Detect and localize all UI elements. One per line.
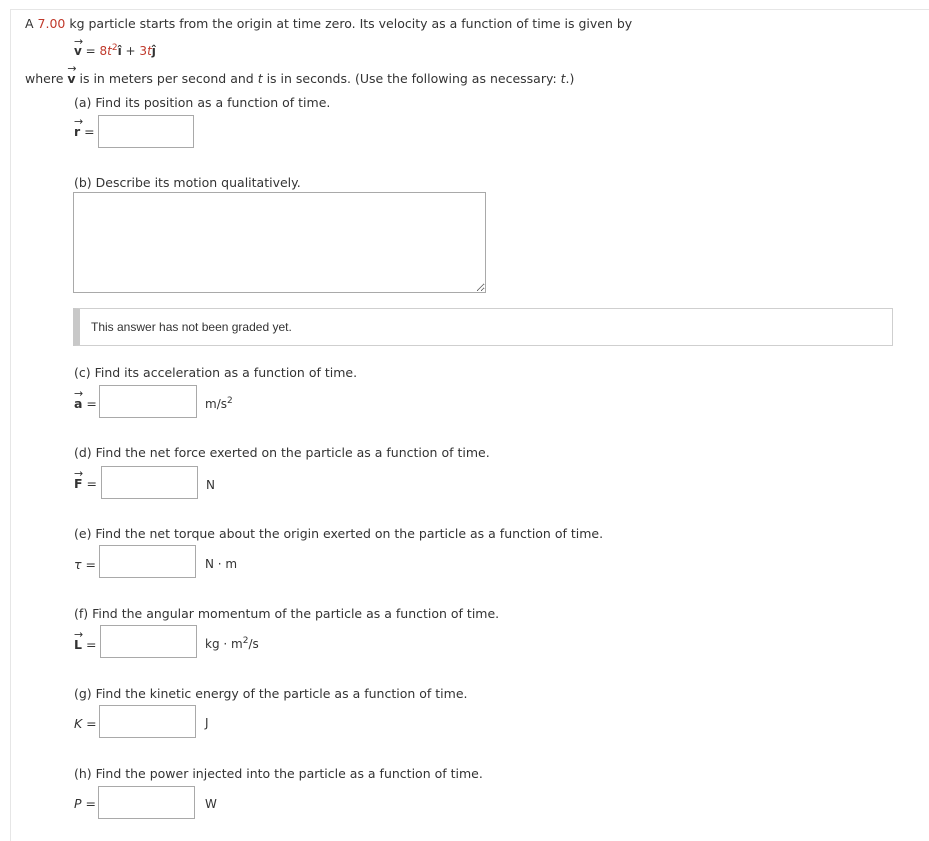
question-b: (b) Describe its motion qualitatively. [74, 175, 301, 190]
angular-momentum-input[interactable] [100, 625, 197, 658]
acceleration-input[interactable] [99, 385, 197, 418]
label-f: → L = [74, 637, 96, 652]
problem-intro: A 7.00 kg particle starts from the origin at time zero. Its velocity as a function of time is given by [25, 16, 633, 31]
question-f: (f) Find the angular momentum of the particle as a function of time. [74, 606, 500, 621]
mass-value: 7.00 [37, 16, 66, 31]
question-d: (d) Find the net force exerted on the particle as a function of time. [74, 445, 490, 460]
question-e: (e) Find the net torque about the origin exerted on the particle as a function of time. [74, 526, 604, 541]
velocity-equation: → $v = 8t^2î$ + 3tĵ [74, 43, 156, 58]
torque-input[interactable] [99, 545, 196, 578]
position-input[interactable] [98, 115, 194, 148]
power-input[interactable] [98, 786, 195, 819]
unit-g: J [205, 716, 209, 730]
force-input[interactable] [101, 466, 198, 499]
label-e: τ = [74, 557, 96, 572]
label-g: K = [74, 716, 97, 731]
label-h: P = [74, 796, 96, 811]
top-border [10, 9, 929, 10]
kinetic-energy-input[interactable] [99, 705, 196, 738]
unit-e: N · m [205, 557, 238, 571]
unit-f: kg · $m^2/s$ [205, 636, 259, 651]
question-h: (h) Find the power injected into the particle as a function of time. [74, 766, 483, 781]
unit-c: $m/s^2$ [205, 396, 233, 411]
question-a: (a) Find its position as a function of time. [74, 95, 331, 110]
unit-d: N [206, 478, 215, 492]
label-c: → a = [74, 396, 97, 411]
question-c: (c) Find its acceleration as a function of time. [74, 365, 358, 380]
label-a: → r = [74, 124, 95, 139]
problem-units-note: where → v is in meters per second and t is in seconds. (Use the following as necessary: t.) [25, 71, 574, 86]
label-d: → F = [74, 476, 97, 491]
question-g: (g) Find the kinetic energy of the particle as a function of time. [74, 686, 468, 701]
motion-description-textarea[interactable] [73, 192, 486, 293]
left-border [10, 9, 11, 841]
grading-status-note: This answer has not been graded yet. [73, 308, 893, 346]
unit-h: W [205, 797, 217, 811]
